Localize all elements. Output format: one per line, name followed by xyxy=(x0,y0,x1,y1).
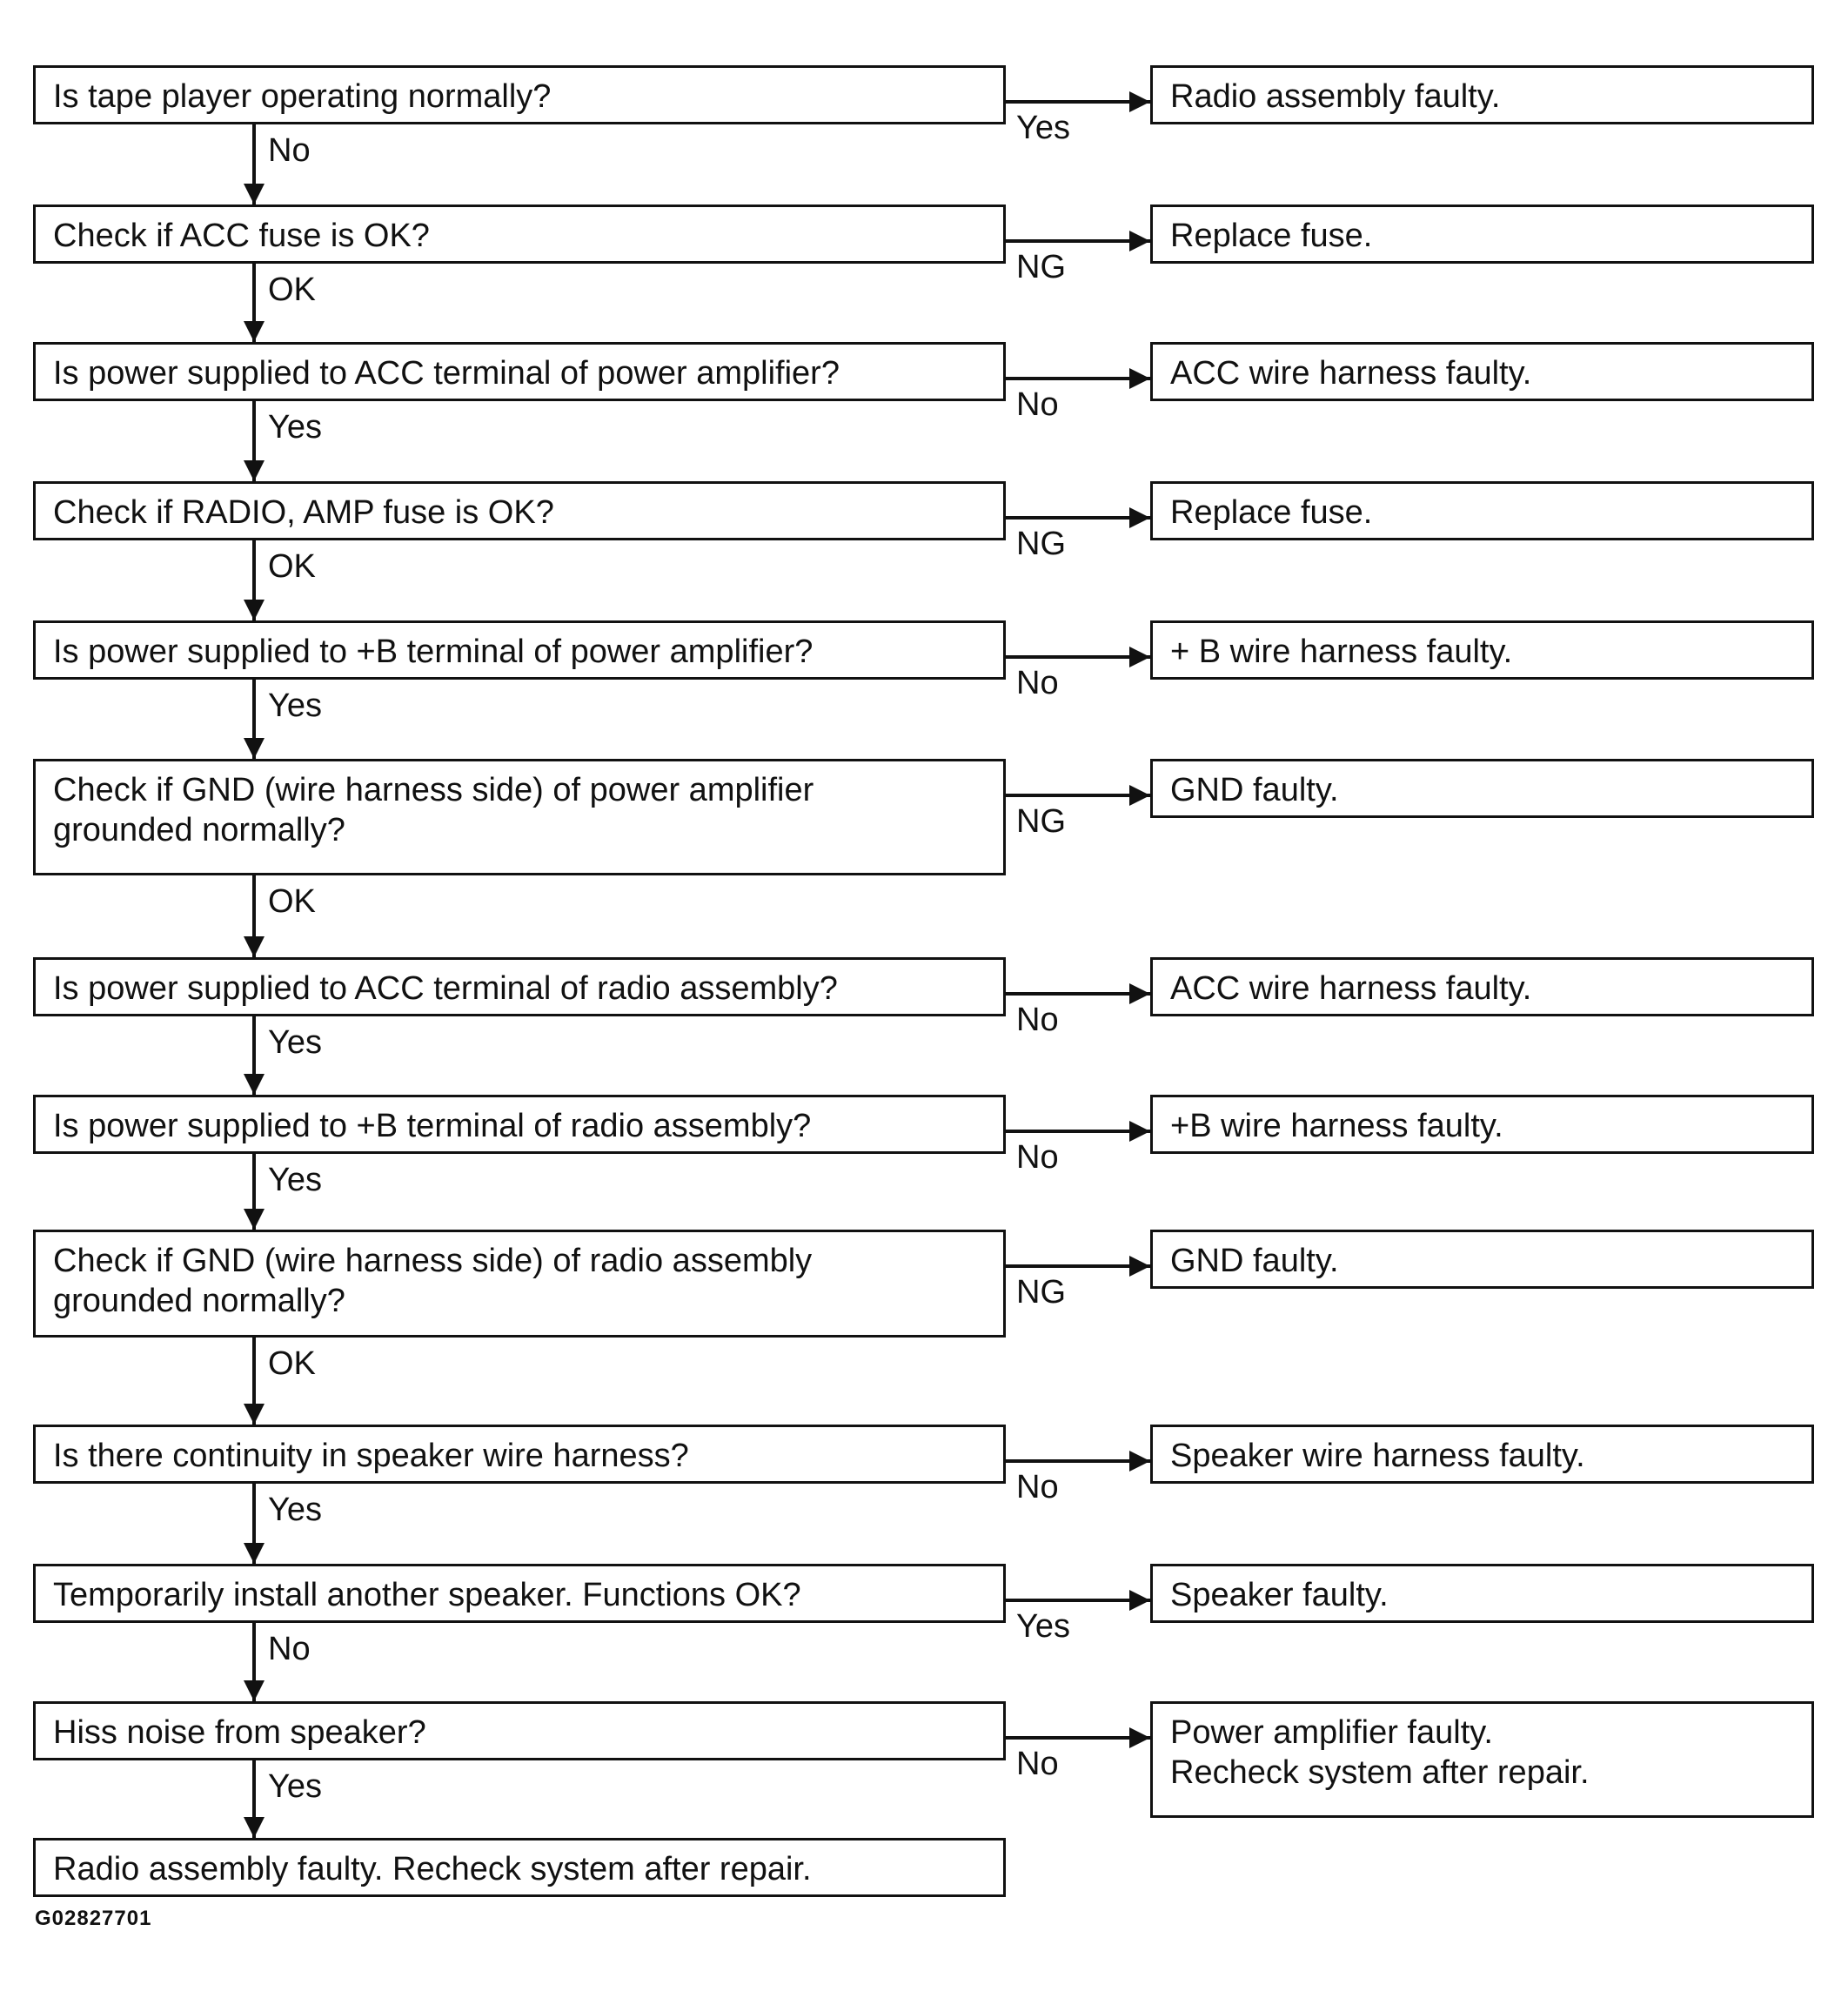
branch-label: No xyxy=(1016,386,1059,423)
question-box xyxy=(33,1095,1006,1154)
final-result-box xyxy=(33,1838,1006,1897)
result-text-line: Speaker faulty. xyxy=(1170,1577,1389,1613)
question-text-line: Is power supplied to ACC terminal of power amplifier? xyxy=(53,355,840,392)
result-text-line: Recheck system after repair. xyxy=(1170,1754,1590,1791)
down-label: Yes xyxy=(268,409,322,446)
down-label: OK xyxy=(268,1345,316,1382)
result-box xyxy=(1150,1564,1814,1623)
branch-label: No xyxy=(1016,1139,1059,1176)
question-box xyxy=(33,620,1006,680)
question-text-line: Hiss noise from speaker? xyxy=(53,1714,426,1751)
question-box xyxy=(33,481,1006,540)
result-text-line: GND faulty. xyxy=(1170,1243,1339,1279)
branch-label: NG xyxy=(1016,1274,1066,1311)
result-box xyxy=(1150,1425,1814,1484)
question-box xyxy=(33,1564,1006,1623)
result-box xyxy=(1150,481,1814,540)
branch-label: NG xyxy=(1016,526,1066,562)
result-box xyxy=(1150,759,1814,818)
question-text-line: Temporarily install another speaker. Functions OK? xyxy=(53,1577,801,1613)
result-text-line: Power amplifier faulty. xyxy=(1170,1714,1493,1751)
question-box xyxy=(33,65,1006,124)
branch-label: No xyxy=(1016,1469,1059,1505)
result-box xyxy=(1150,65,1814,124)
result-text-line: + B wire harness faulty. xyxy=(1170,634,1513,670)
question-text-line: grounded normally? xyxy=(53,812,345,848)
result-box xyxy=(1150,1095,1814,1154)
question-text-line: Check if GND (wire harness side) of radio assembly xyxy=(53,1243,813,1279)
result-text-line: Radio assembly faulty. xyxy=(1170,78,1501,115)
result-box xyxy=(1150,204,1814,264)
question-text-line: Is there continuity in speaker wire harness? xyxy=(53,1438,689,1474)
result-text-line: Replace fuse. xyxy=(1170,218,1373,254)
down-label: Yes xyxy=(268,687,322,724)
branch-label: No xyxy=(1016,1002,1059,1038)
question-box xyxy=(33,342,1006,401)
down-label: Yes xyxy=(268,1492,322,1528)
question-box xyxy=(33,1230,1006,1338)
figure-id: G02827701 xyxy=(35,1907,152,1930)
question-box xyxy=(33,1425,1006,1484)
question-text-line: Check if RADIO, AMP fuse is OK? xyxy=(53,494,554,531)
question-text-line: Is power supplied to +B terminal of radio assembly? xyxy=(53,1108,812,1144)
down-label: Yes xyxy=(268,1024,322,1061)
question-text-line: Check if GND (wire harness side) of power amplifier xyxy=(53,772,814,808)
question-box xyxy=(33,759,1006,875)
question-box xyxy=(33,1701,1006,1760)
question-text-line: Is tape player operating normally? xyxy=(53,78,552,115)
question-text-line: Is power supplied to +B terminal of power amplifier? xyxy=(53,634,814,670)
down-label: Yes xyxy=(268,1768,322,1805)
down-label: Yes xyxy=(268,1162,322,1198)
result-box xyxy=(1150,620,1814,680)
result-text-line: Speaker wire harness faulty. xyxy=(1170,1438,1585,1474)
result-box xyxy=(1150,342,1814,401)
result-text-line: GND faulty. xyxy=(1170,772,1339,808)
question-text-line: Check if ACC fuse is OK? xyxy=(53,218,430,254)
down-label: OK xyxy=(268,272,316,308)
final-result-text: Radio assembly faulty. Recheck system after repair. xyxy=(53,1851,812,1887)
result-text-line: +B wire harness faulty. xyxy=(1170,1108,1503,1144)
result-text-line: Replace fuse. xyxy=(1170,494,1373,531)
branch-label: No xyxy=(1016,665,1059,701)
down-label: OK xyxy=(268,883,316,920)
result-text-line: ACC wire harness faulty. xyxy=(1170,355,1532,392)
branch-label: NG xyxy=(1016,249,1066,285)
down-label: OK xyxy=(268,548,316,585)
question-box xyxy=(33,204,1006,264)
branch-label: Yes xyxy=(1016,1608,1070,1645)
question-text-line: Is power supplied to ACC terminal of radio assembly? xyxy=(53,970,838,1007)
down-label: No xyxy=(268,1631,311,1667)
branch-label: Yes xyxy=(1016,110,1070,146)
result-box xyxy=(1150,1701,1814,1818)
branch-label: NG xyxy=(1016,803,1066,840)
question-text-line: grounded normally? xyxy=(53,1283,345,1319)
branch-label: No xyxy=(1016,1746,1059,1782)
down-label: No xyxy=(268,132,311,169)
result-box xyxy=(1150,957,1814,1016)
question-box xyxy=(33,957,1006,1016)
result-text-line: ACC wire harness faulty. xyxy=(1170,970,1532,1007)
result-box xyxy=(1150,1230,1814,1289)
